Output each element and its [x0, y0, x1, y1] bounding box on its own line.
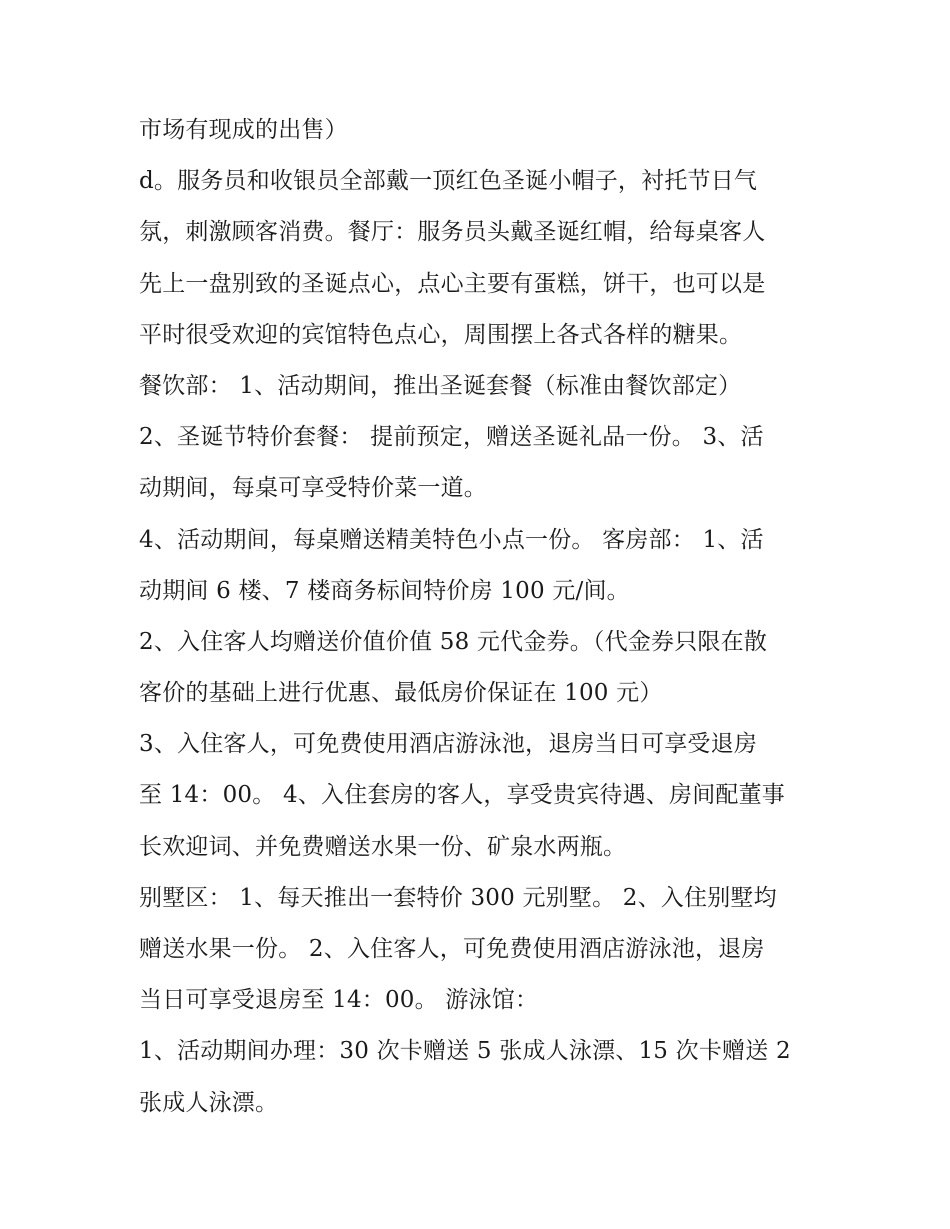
text-line: 别墅区： 1、每天推出一套特价 300 元别墅。 2、入住别墅均 — [139, 884, 777, 911]
text-line: 动期间 6 楼、7 楼商务标间特价房 100 元/间。 — [139, 577, 630, 604]
text-line: 1、活动期间办理：30 次卡赠送 5 张成人泳漂、15 次卡赠送 2 — [139, 1038, 791, 1065]
text-line: 4、活动期间，每桌赠送精美特色小点一份。 客房部： 1、活 — [139, 526, 764, 553]
text-line: 2、入住客人均赠送价值价值 58 元代金券。（代金券只限在散 — [139, 628, 768, 655]
text-line: 氛，刺激顾客消费。餐厅：服务员头戴圣诞红帽，给每桌客人 — [139, 219, 766, 246]
text-line: 至 14：00。 4、入住套房的客人，享受贵宾待遇、房间配董事 — [139, 782, 785, 809]
text-line: 先上一盘别致的圣诞点心，点心主要有蛋糕，饼干，也可以是 — [139, 270, 766, 297]
body-text — [139, 105, 819, 1129]
text-line: 市场有现成的出售） — [139, 117, 348, 143]
text-line: 赠送水果一份。 2、入住客人，可免费使用酒店游泳池，退房 — [139, 936, 765, 962]
text-line: 平时很受欢迎的宾馆特色点心，周围摆上各式各样的糖果。 — [139, 321, 743, 348]
text-line: 3、入住客人，可免费使用酒店游泳池，退房当日可享受退房 — [139, 731, 758, 758]
text-line: d。服务员和收银员全部戴一顶红色圣诞小帽子，衬托节日气 — [139, 168, 758, 195]
text-line: 客价的基础上进行优惠、最低房价保证在 100 元） — [139, 680, 663, 707]
text-line: 当日可享受退房至 14：00。 游泳馆： — [139, 987, 539, 1014]
text-line: 餐饮部： 1、活动期间，推出圣诞套餐（标准由餐饮部定） — [139, 372, 742, 399]
text-line: 2、圣诞节特价套餐： 提前预定，赠送圣诞礼品一份。 3、活 — [139, 424, 764, 451]
text-line: 长欢迎词、并免费赠送水果一份、矿泉水两瓶。 — [139, 833, 627, 860]
text-line: 动期间，每桌可享受特价菜一道。 — [139, 475, 487, 502]
text-line: 张成人泳漂。 — [139, 1089, 279, 1116]
